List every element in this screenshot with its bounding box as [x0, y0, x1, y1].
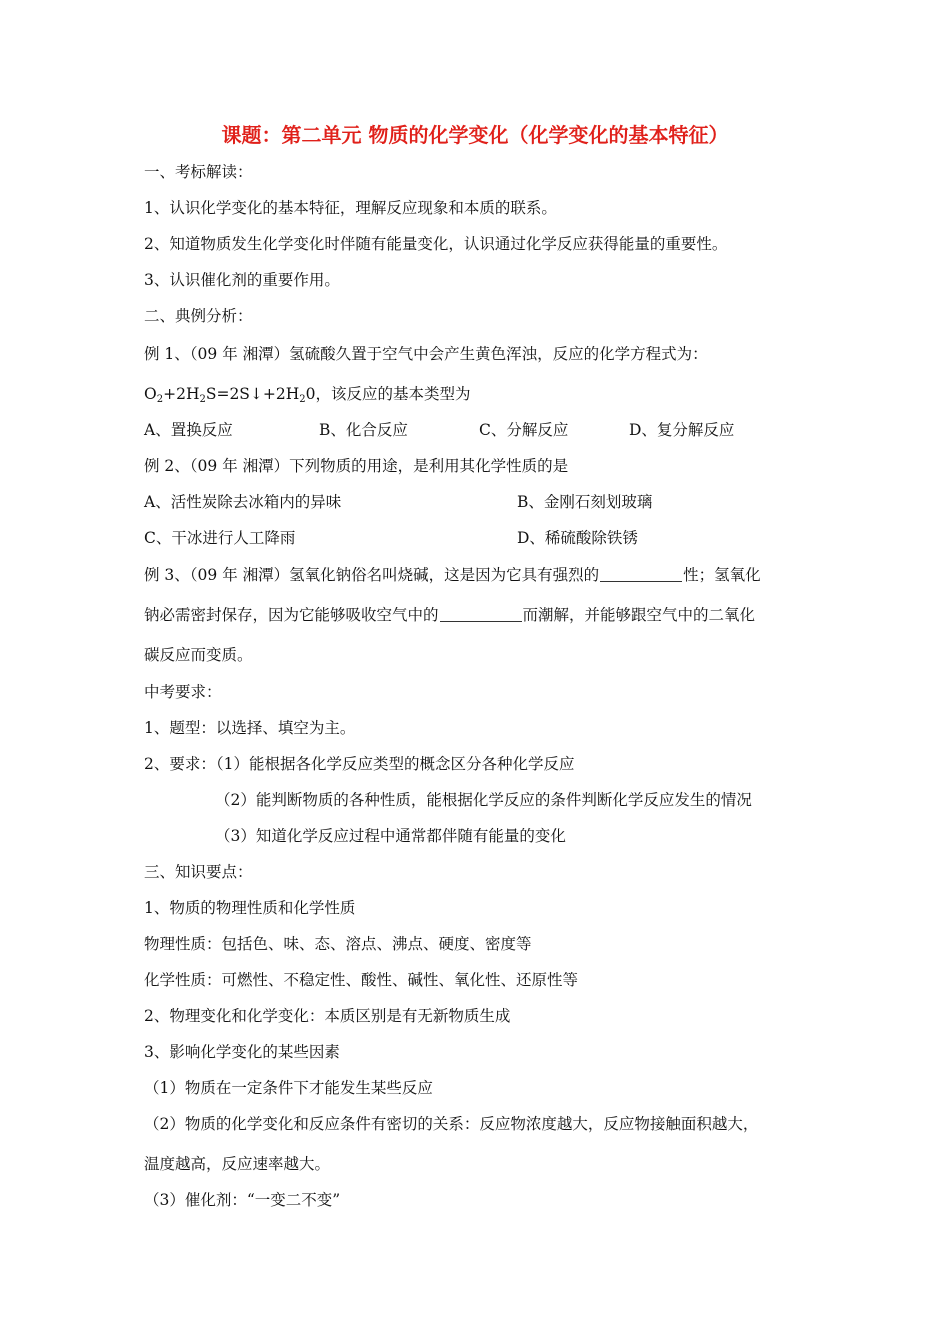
section-heading-examples: 二、典例分析： — [144, 307, 253, 325]
knowledge-line-1: 1、物质的物理性质和化学性质 — [144, 899, 356, 917]
requirement-item-2-2: （2）能判断物质的各种性质，能根据化学反应的条件判断化学反应发生的情况 — [215, 791, 752, 809]
guide-item-3: 3、认识催化剂的重要作用。 — [144, 271, 340, 289]
knowledge-line-3: 化学性质：可燃性、不稳定性、酸性、碱性、氧化性、还原性等 — [144, 971, 579, 989]
example-2-option-b: B、金刚石刻划玻璃 — [517, 493, 653, 511]
example-1-option-c: C、分解反应 — [479, 421, 569, 439]
knowledge-line-4: 2、物理变化和化学变化：本质区别是有无新物质生成 — [144, 1007, 511, 1025]
example-2-stem: 例 2、（09 年 湘潭）下列物质的用途，是利用其化学性质的是 — [144, 457, 569, 475]
knowledge-line-2: 物理性质：包括色、味、态、溶点、沸点、硬度、密度等 — [144, 935, 532, 953]
example-1-option-b: B、化合反应 — [319, 421, 408, 439]
example-1-stem: 例 1、（09 年 湘潭）氢硫酸久置于空气中会产生黄色浑浊，反应的化学方程式为： — [144, 345, 708, 363]
example-3-line-2: 钠必需密封保存，因为它能够吸收空气中的 而潮解，并能够跟空气中的二氧化 — [144, 606, 756, 624]
guide-item-2: 2、知道物质发生化学变化时伴随有能量变化，认识通过化学反应获得能量的重要性。 — [144, 235, 728, 253]
example-2-option-d: D、稀硫酸除铁锈 — [517, 529, 638, 547]
knowledge-line-8: 温度越高，反应速率越大。 — [144, 1155, 331, 1173]
knowledge-line-9: （3）催化剂：“一变二不变” — [144, 1191, 341, 1209]
example-1-option-a: A、置换反应 — [144, 421, 233, 439]
page-title: 课题：第二单元 物质的化学变化（化学变化的基本特征） — [221, 123, 729, 147]
knowledge-line-7: （2）物质的化学变化和反应条件有密切的关系：反应物浓度越大，反应物接触面积越大， — [144, 1115, 759, 1133]
guide-item-1: 1、认识化学变化的基本特征，理解反应现象和本质的联系。 — [144, 199, 557, 217]
example-1-option-d: D、复分解反应 — [629, 421, 735, 439]
section-heading-knowledge: 三、知识要点： — [144, 863, 253, 881]
section-heading-exam-guide: 一、考标解读： — [144, 163, 253, 181]
requirement-item-2-3: （3）知道化学反应过程中通常都伴随有能量的变化 — [215, 827, 566, 845]
example-3-line-3: 碳反应而变质。 — [144, 646, 253, 664]
knowledge-line-5: 3、影响化学变化的某些因素 — [144, 1043, 340, 1061]
example-2-option-c: C、干冰进行人工降雨 — [144, 529, 296, 547]
example-3-line-1: 例 3、（09 年 湘潭）氢氧化钠俗名叫烧碱，这是因为它具有强烈的 性；氢氧化 — [144, 566, 761, 584]
requirement-item-2: 2、要求：（1）能根据各化学反应类型的概念区分各种化学反应 — [144, 755, 575, 773]
example-1-equation: $O_2+2H_2S=2S↓+2H_20$，该反应的基本类型为 — [144, 385, 471, 405]
knowledge-line-6: （1）物质在一定条件下才能发生某些反应 — [144, 1079, 433, 1097]
requirements-heading: 中考要求： — [144, 683, 222, 701]
requirement-item-1: 1、题型：以选择、填空为主。 — [144, 719, 356, 737]
answer-blank-2[interactable] — [440, 605, 522, 622]
example-2-option-a: A、活性炭除去冰箱内的异味 — [144, 493, 342, 511]
answer-blank-1[interactable] — [600, 565, 682, 582]
